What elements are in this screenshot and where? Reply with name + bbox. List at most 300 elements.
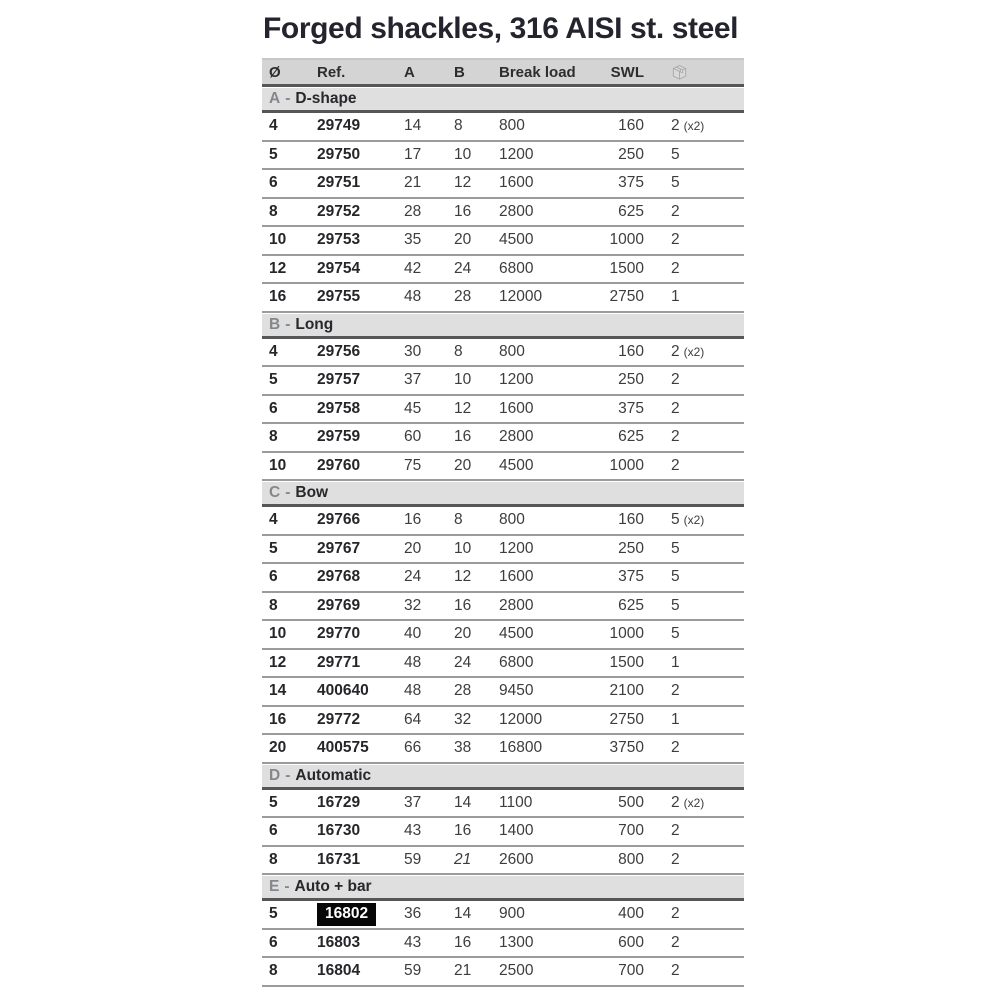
- section-name: Automatic: [295, 766, 372, 784]
- diameter-cell: 5: [269, 793, 278, 811]
- break-load-cell: 2800: [499, 202, 534, 220]
- page-title: Forged shackles, 316 AISI st. steel: [263, 12, 739, 45]
- pack-qty: 5: [671, 145, 680, 163]
- table-row: [262, 113, 744, 142]
- b-cell: 28: [454, 682, 472, 700]
- diameter-cell: 6: [269, 568, 278, 586]
- pack-note: (x2): [683, 795, 705, 810]
- pack-qty: 2: [671, 117, 680, 135]
- pack-qty: 2: [671, 962, 680, 980]
- ref-cell: [312, 511, 397, 529]
- pack-cell: [649, 654, 744, 672]
- table-sections: [262, 88, 744, 987]
- pack-cell: [649, 794, 744, 812]
- a-cell: 37: [404, 371, 422, 389]
- pack-qty: 1: [671, 288, 680, 306]
- pack-cell: [649, 711, 744, 729]
- a-cell: 45: [404, 399, 422, 417]
- diameter-cell: 8: [269, 202, 278, 220]
- pack-note: (x2): [683, 513, 705, 528]
- pack-cell: [649, 822, 744, 840]
- section-letter: A: [269, 90, 281, 107]
- section-name: Long: [295, 315, 334, 333]
- ref-value: 29772: [317, 710, 361, 728]
- pack-qty: 2: [671, 259, 680, 277]
- b-cell: 8: [454, 511, 463, 529]
- break-load-cell: 2600: [499, 850, 534, 868]
- diameter-cell: 16: [269, 288, 287, 306]
- ref-value: 29759: [317, 428, 361, 446]
- swl-cell: 2750: [609, 288, 644, 306]
- table-row: [262, 930, 744, 959]
- a-cell: 17: [404, 145, 422, 163]
- section-header-c: [262, 482, 744, 507]
- ref-cell: [312, 117, 397, 135]
- diameter-cell: 14: [269, 682, 287, 700]
- a-cell: 24: [404, 568, 422, 586]
- swl-cell: 1000: [609, 625, 644, 643]
- ref-cell: [312, 739, 397, 757]
- table-row: [262, 453, 744, 482]
- break-load-cell: 1200: [499, 371, 534, 389]
- swl-cell: 160: [618, 117, 644, 135]
- break-load-cell: 2800: [499, 428, 534, 446]
- a-cell: 60: [404, 428, 422, 446]
- pack-qty: 5: [671, 511, 680, 529]
- a-cell: 59: [404, 962, 422, 980]
- ref-value: 16804: [317, 962, 361, 980]
- b-cell: 14: [454, 905, 472, 923]
- a-cell: 43: [404, 933, 422, 951]
- diameter-cell: 12: [269, 259, 287, 277]
- col-header-b: B: [454, 63, 465, 81]
- pack-cell: [649, 400, 744, 418]
- pack-cell: [649, 739, 744, 757]
- ref-value: 29771: [317, 653, 361, 671]
- pack-qty: 2: [671, 371, 680, 389]
- pack-qty: 5: [671, 174, 680, 192]
- b-cell: 16: [454, 428, 472, 446]
- section-letter: D: [269, 766, 281, 784]
- ref-value: 29760: [317, 456, 361, 474]
- ref-cell: [312, 903, 397, 926]
- a-cell: 48: [404, 682, 422, 700]
- pack-qty: 5: [671, 568, 680, 586]
- ref-cell: [312, 568, 397, 586]
- table-row: [262, 256, 744, 285]
- ref-value: 29766: [317, 511, 361, 529]
- section-separator: -: [284, 878, 290, 895]
- swl-cell: 250: [618, 371, 644, 389]
- diameter-cell: 10: [269, 456, 287, 474]
- swl-cell: 250: [618, 539, 644, 557]
- catalog-page: [262, 12, 746, 987]
- table-row: [262, 536, 744, 565]
- break-load-cell: 1600: [499, 568, 534, 586]
- pack-cell: [649, 146, 744, 164]
- break-load-cell: 1600: [499, 174, 534, 192]
- ref-value: 29754: [317, 259, 361, 277]
- swl-cell: 1000: [609, 231, 644, 249]
- pack-note: (x2): [683, 119, 705, 134]
- pack-cell: [649, 174, 744, 192]
- diameter-cell: 6: [269, 822, 278, 840]
- b-cell: 32: [454, 710, 472, 728]
- b-cell: 12: [454, 174, 472, 192]
- table-row: [262, 227, 744, 256]
- swl-cell: 700: [618, 962, 644, 980]
- break-load-cell: 900: [499, 905, 525, 923]
- section-header-b: [262, 314, 744, 339]
- pack-note: (x2): [683, 344, 705, 359]
- a-cell: 20: [404, 539, 422, 557]
- section-letter: E: [269, 878, 280, 895]
- ref-cell: [312, 597, 397, 615]
- ref-value: 29753: [317, 231, 361, 249]
- b-cell: 20: [454, 231, 472, 249]
- diameter-cell: 12: [269, 653, 287, 671]
- pack-qty: 2: [671, 682, 680, 700]
- ref-value: 29752: [317, 202, 361, 220]
- table-row: [262, 790, 744, 819]
- break-load-cell: 1300: [499, 933, 534, 951]
- b-cell: 16: [454, 596, 472, 614]
- ref-value: 29755: [317, 288, 361, 306]
- ref-value: 16803: [317, 933, 361, 951]
- section-letter: C: [269, 484, 281, 501]
- b-cell: 16: [454, 933, 472, 951]
- table-row: [262, 847, 744, 876]
- pack-cell: [649, 260, 744, 278]
- swl-cell: 160: [618, 342, 644, 360]
- shackles-table: [262, 58, 744, 987]
- b-cell: 12: [454, 399, 472, 417]
- a-cell: 16: [404, 511, 422, 529]
- table-header-row: [262, 58, 744, 87]
- pack-qty: 5: [671, 596, 680, 614]
- table-row: [262, 142, 744, 171]
- diameter-cell: 5: [269, 539, 278, 557]
- table-row: [262, 650, 744, 679]
- pack-cell: [649, 203, 744, 221]
- swl-cell: 1500: [609, 259, 644, 277]
- b-cell: 24: [454, 259, 472, 277]
- diameter-cell: 6: [269, 174, 278, 192]
- pack-qty: 5: [671, 625, 680, 643]
- pack-qty: 1: [671, 710, 680, 728]
- a-cell: 37: [404, 793, 422, 811]
- pack-cell: [649, 851, 744, 869]
- pack-qty: 2: [671, 202, 680, 220]
- b-cell: 21: [454, 962, 472, 980]
- b-cell: 12: [454, 568, 472, 586]
- swl-cell: 600: [618, 933, 644, 951]
- ref-cell: [312, 934, 397, 952]
- pack-cell: [649, 540, 744, 558]
- pack-cell: [649, 597, 744, 615]
- section-header-e: [262, 876, 744, 901]
- swl-cell: 160: [618, 511, 644, 529]
- diameter-cell: 6: [269, 399, 278, 417]
- break-load-cell: 4500: [499, 456, 534, 474]
- pack-cell: [649, 343, 744, 361]
- swl-cell: 700: [618, 822, 644, 840]
- break-load-cell: 1200: [499, 539, 534, 557]
- col-header-swl: SWL: [610, 63, 644, 81]
- a-cell: 21: [404, 174, 422, 192]
- pack-cell: [649, 905, 744, 923]
- a-cell: 30: [404, 342, 422, 360]
- b-cell: 8: [454, 342, 463, 360]
- section-letter: B: [269, 315, 281, 333]
- pack-cell: [649, 457, 744, 475]
- swl-cell: 375: [618, 399, 644, 417]
- ref-value: 16729: [317, 793, 361, 811]
- pack-qty: 2: [671, 428, 680, 446]
- pack-cell: [649, 682, 744, 700]
- break-load-cell: 1400: [499, 822, 534, 840]
- swl-cell: 1000: [609, 456, 644, 474]
- ref-cell: [312, 851, 397, 869]
- ref-cell: [312, 231, 397, 249]
- pack-cell: [649, 511, 744, 529]
- break-load-cell: 800: [499, 511, 525, 529]
- swl-cell: 2750: [609, 710, 644, 728]
- break-load-cell: 2500: [499, 962, 534, 980]
- diameter-cell: 8: [269, 428, 278, 446]
- swl-cell: 625: [618, 202, 644, 220]
- ref-cell: [312, 625, 397, 643]
- a-cell: 43: [404, 822, 422, 840]
- a-cell: 48: [404, 288, 422, 306]
- section-name: Auto + bar: [294, 878, 372, 895]
- col-header-ref: Ref.: [317, 63, 346, 81]
- table-row: [262, 507, 744, 536]
- ref-cell: [312, 822, 397, 840]
- table-row: [262, 170, 744, 199]
- break-load-cell: 1600: [499, 399, 534, 417]
- swl-cell: 3750: [609, 739, 644, 757]
- break-load-cell: 6800: [499, 259, 534, 277]
- diameter-cell: 4: [269, 117, 278, 135]
- pack-cell: [649, 934, 744, 952]
- section-separator: -: [285, 315, 291, 333]
- table-row: [262, 339, 744, 368]
- table-row: [262, 735, 744, 764]
- ref-value: 16730: [317, 822, 361, 840]
- ref-cell: [312, 174, 397, 192]
- ref-value: 29767: [317, 539, 361, 557]
- table-row: [262, 564, 744, 593]
- diameter-cell: 10: [269, 625, 287, 643]
- package-icon: [671, 63, 688, 81]
- swl-cell: 250: [618, 145, 644, 163]
- diameter-cell: 6: [269, 933, 278, 951]
- section-header-a: [262, 88, 744, 113]
- b-cell: 24: [454, 653, 472, 671]
- ref-value: 29750: [317, 145, 361, 163]
- col-header-break-load: Break load: [499, 63, 576, 81]
- section-separator: -: [285, 766, 291, 784]
- table-row: [262, 958, 744, 987]
- diameter-cell: 8: [269, 962, 278, 980]
- break-load-cell: 1100: [499, 793, 533, 811]
- b-cell: 38: [454, 739, 472, 757]
- table-row: [262, 284, 744, 313]
- a-cell: 28: [404, 202, 422, 220]
- section-name: Bow: [295, 484, 329, 501]
- pack-cell: [649, 962, 744, 980]
- pack-qty: 2: [671, 456, 680, 474]
- diameter-cell: 10: [269, 231, 287, 249]
- pack-qty: 2: [671, 231, 680, 249]
- ref-value: 29770: [317, 625, 361, 643]
- ref-value: 29769: [317, 596, 361, 614]
- pack-qty: 5: [671, 539, 680, 557]
- ref-value: 16731: [317, 850, 361, 868]
- a-cell: 59: [404, 850, 422, 868]
- ref-cell: [312, 428, 397, 446]
- table-row: [262, 396, 744, 425]
- ref-cell: [312, 794, 397, 812]
- ref-cell: [312, 711, 397, 729]
- diameter-cell: 20: [269, 739, 287, 757]
- ref-value: 29758: [317, 399, 361, 417]
- section-separator: -: [285, 484, 291, 501]
- break-load-cell: 2800: [499, 596, 534, 614]
- ref-value: 29768: [317, 568, 361, 586]
- swl-cell: 375: [618, 174, 644, 192]
- table-row: [262, 367, 744, 396]
- ref-value: 400640: [317, 682, 369, 700]
- swl-cell: 800: [618, 850, 644, 868]
- section-header-d: [262, 765, 744, 790]
- col-header-a: A: [404, 63, 415, 81]
- ref-value: 29749: [317, 117, 361, 135]
- b-cell: 20: [454, 625, 472, 643]
- b-cell: 28: [454, 288, 472, 306]
- section-separator: -: [285, 90, 291, 107]
- ref-cell: [312, 260, 397, 278]
- ref-value: 16802: [317, 903, 376, 926]
- swl-cell: 500: [618, 793, 644, 811]
- table-row: [262, 199, 744, 228]
- swl-cell: 625: [618, 596, 644, 614]
- ref-value: 29757: [317, 371, 361, 389]
- pack-qty: 2: [671, 399, 680, 417]
- swl-cell: 2100: [609, 682, 644, 700]
- pack-qty: 2: [671, 342, 680, 360]
- b-cell: 8: [454, 117, 463, 135]
- a-cell: 35: [404, 231, 422, 249]
- b-cell: 10: [454, 371, 472, 389]
- diameter-cell: 16: [269, 710, 287, 728]
- pack-qty: 2: [671, 905, 680, 923]
- ref-value: 29751: [317, 174, 361, 192]
- col-header-pack: [649, 63, 744, 81]
- table-row: [262, 901, 744, 930]
- col-header-diameter: Ø: [269, 63, 281, 81]
- pack-cell: [649, 428, 744, 446]
- break-load-cell: 12000: [499, 710, 543, 728]
- b-cell: 21: [454, 850, 472, 868]
- table-row: [262, 707, 744, 736]
- pack-cell: [649, 568, 744, 586]
- table-row: [262, 593, 744, 622]
- pack-cell: [649, 231, 744, 249]
- diameter-cell: 5: [269, 145, 278, 163]
- ref-value: 400575: [317, 739, 369, 757]
- ref-cell: [312, 962, 397, 980]
- b-cell: 14: [454, 793, 472, 811]
- a-cell: 32: [404, 596, 422, 614]
- break-load-cell: 800: [499, 117, 525, 135]
- pack-qty: 2: [671, 793, 680, 811]
- a-cell: 66: [404, 739, 422, 757]
- pack-cell: [649, 371, 744, 389]
- break-load-cell: 9450: [499, 682, 534, 700]
- b-cell: 10: [454, 145, 472, 163]
- b-cell: 20: [454, 456, 472, 474]
- break-load-cell: 4500: [499, 231, 534, 249]
- ref-cell: [312, 682, 397, 700]
- pack-qty: 2: [671, 850, 680, 868]
- pack-cell: [649, 117, 744, 135]
- a-cell: 36: [404, 905, 422, 923]
- a-cell: 75: [404, 456, 422, 474]
- break-load-cell: 4500: [499, 625, 534, 643]
- break-load-cell: 6800: [499, 653, 534, 671]
- diameter-cell: 5: [269, 905, 278, 923]
- ref-cell: [312, 288, 397, 306]
- pack-cell: [649, 288, 744, 306]
- b-cell: 10: [454, 539, 472, 557]
- diameter-cell: 8: [269, 596, 278, 614]
- section-name: D-shape: [295, 90, 357, 107]
- break-load-cell: 1200: [499, 145, 534, 163]
- break-load-cell: 800: [499, 342, 525, 360]
- ref-cell: [312, 540, 397, 558]
- pack-qty: 2: [671, 739, 680, 757]
- swl-cell: 625: [618, 428, 644, 446]
- swl-cell: 400: [618, 905, 644, 923]
- a-cell: 14: [404, 117, 422, 135]
- diameter-cell: 8: [269, 850, 278, 868]
- pack-qty: 2: [671, 822, 680, 840]
- break-load-cell: 12000: [499, 288, 543, 306]
- ref-cell: [312, 203, 397, 221]
- ref-cell: [312, 371, 397, 389]
- b-cell: 16: [454, 822, 472, 840]
- diameter-cell: 5: [269, 371, 278, 389]
- swl-cell: 1500: [609, 653, 644, 671]
- table-row: [262, 678, 744, 707]
- ref-cell: [312, 343, 397, 361]
- table-row: [262, 818, 744, 847]
- table-row: [262, 424, 744, 453]
- a-cell: 48: [404, 653, 422, 671]
- pack-qty: 2: [671, 933, 680, 951]
- swl-cell: 375: [618, 568, 644, 586]
- ref-cell: [312, 146, 397, 164]
- b-cell: 16: [454, 202, 472, 220]
- a-cell: 42: [404, 259, 422, 277]
- pack-cell: [649, 625, 744, 643]
- ref-cell: [312, 400, 397, 418]
- break-load-cell: 16800: [499, 739, 543, 757]
- diameter-cell: 4: [269, 342, 278, 360]
- ref-value: 29756: [317, 342, 361, 360]
